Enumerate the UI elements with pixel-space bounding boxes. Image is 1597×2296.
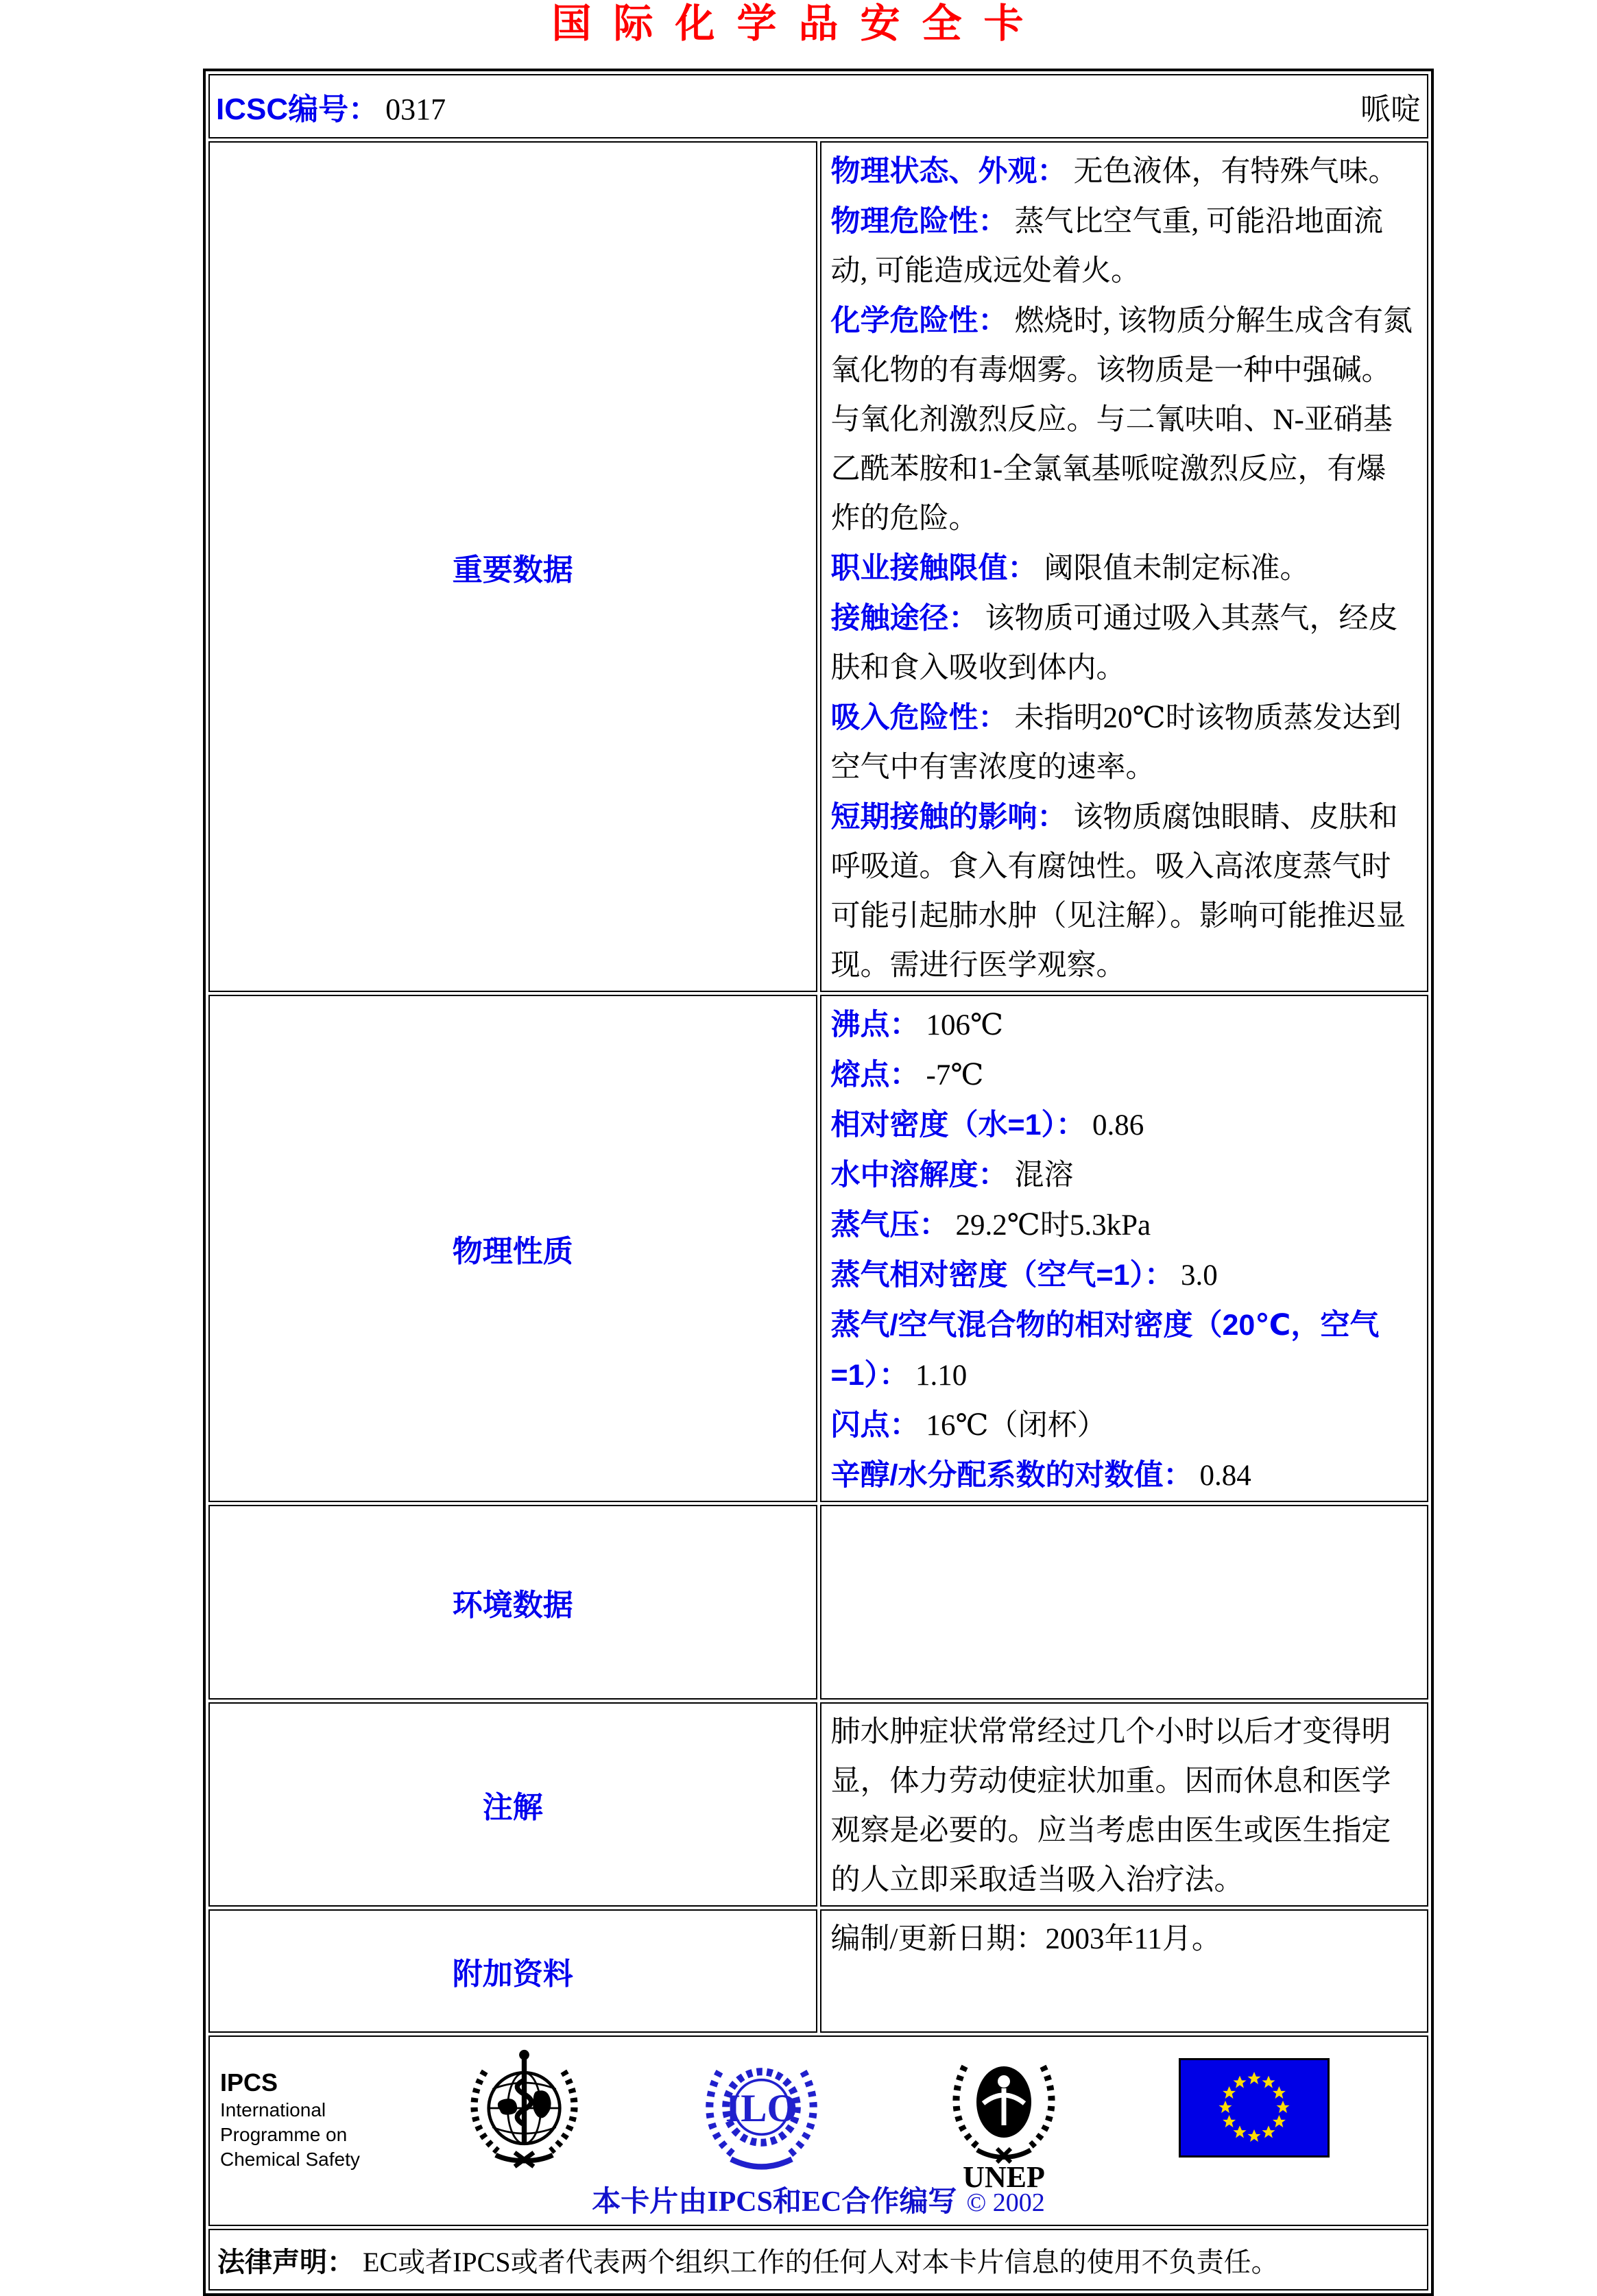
physical-item: [831, 1150, 1415, 1200]
item-text: 该物质可通过吸入其蒸气，经皮肤和食入吸收到体内。: [830, 603, 1398, 684]
item-label: 沸点：: [830, 1008, 920, 1041]
item-label: 化学危险性：: [830, 304, 1008, 337]
item-text: 该物质腐蚀眼睛、皮肤和呼吸道。食入有腐蚀性。吸入高浓度蒸气时可能引起肺水肿（见注解）。影响可能推迟显现。需进行医学观察。: [830, 801, 1406, 982]
item-label: 蒸气相对密度（空气=1）：: [830, 1259, 1175, 1292]
important-item: [831, 147, 1415, 197]
additional-info-text: 编制/更新日期：2003年11月。: [830, 1923, 1221, 1955]
item-text: 29.2℃时5.3kPa: [955, 1209, 1151, 1242]
item-label: 接触途径：: [830, 602, 978, 635]
icsc-number-label: ICSC编号：: [216, 93, 379, 126]
item-label: 短期接触的影响：: [830, 801, 1067, 834]
ipcs-text-block: [220, 2068, 360, 2172]
item-text: 蒸气比空气重, 可能沿地面流动, 可能造成远处着火。: [830, 206, 1383, 287]
item-label: 辛醇/水分配系数的对数值：: [830, 1459, 1193, 1492]
important-item: [831, 197, 1415, 296]
important-data-content: [820, 141, 1429, 992]
item-text: 阈限值未制定标准。: [1044, 553, 1310, 585]
additional-info-row: [208, 1909, 1428, 2033]
legal-notice-text: EC或者IPCS或者代表两个组织工作的任何人对本卡片信息的使用不负责任。: [363, 2246, 1279, 2277]
legal-notice-label: 法律声明：: [217, 2247, 355, 2277]
physical-item: [831, 1100, 1415, 1150]
item-text: 混溶: [1014, 1159, 1074, 1192]
item-text: 0.84: [1199, 1460, 1251, 1492]
item-label: 吸入危险性：: [830, 701, 1008, 734]
important-item: [831, 594, 1415, 693]
item-label: 物理状态、外观：: [830, 155, 1067, 188]
item-text: 16℃（闭杯）: [926, 1410, 1107, 1442]
legal-row: [208, 2229, 1428, 2291]
item-text: 燃烧时, 该物质分解生成含有氮氧化物的有毒烟雾。该物质是一种中强碱。与氧化剂激烈反应。与二氰呋咱、N-亚硝基乙酰苯胺和1-全氯氧基哌啶激烈反应，有爆炸的危险。: [830, 305, 1413, 535]
eu-flag-icon: [1179, 2058, 1330, 2158]
item-label: 熔点：: [830, 1059, 920, 1091]
credit-text: 本卡片由IPCS和EC合作编写: [592, 2186, 957, 2218]
unep-logo-text: UNEP: [963, 2160, 1045, 2192]
item-label: 相对密度（水=1）：: [830, 1109, 1086, 1141]
additional-info-section-label: 附加资料: [208, 1909, 817, 2033]
physical-item: [831, 1401, 1415, 1451]
physical-properties-section-label: 物理性质: [208, 995, 817, 1502]
header-cell: [208, 74, 1428, 138]
copyright-text: © 2002: [966, 2188, 1045, 2217]
notes-section-label: 注解: [208, 1702, 817, 1907]
important-item: [831, 544, 1415, 594]
notes-row: [208, 1702, 1428, 1907]
important-data-row: [208, 141, 1428, 992]
page-title: 国际化学品安全卡: [551, 1, 1046, 46]
chemical-name: 哌啶: [1360, 93, 1421, 126]
ipcs-line: Chemical Safety: [220, 2149, 360, 2170]
logos-row: [208, 2035, 1428, 2226]
physical-item: [831, 1050, 1415, 1100]
additional-info-content: [820, 1909, 1429, 2033]
environmental-data-section-label: 环境数据: [208, 1505, 817, 1700]
notes-text: 肺水肿症状常常经过几个小时以后才变得明显，体力劳动使症状加重。因而休息和医学观察是必要的。应当考虑由医生或医生指定的人立即采取适当吸入治疗法。: [830, 1716, 1391, 1896]
physical-properties-content: [820, 995, 1429, 1502]
environmental-data-content: [820, 1505, 1429, 1700]
important-data-section-label: 重要数据: [208, 141, 817, 992]
physical-item: [831, 1250, 1415, 1301]
item-label: 闪点：: [830, 1409, 920, 1442]
item-text: 106℃: [926, 1009, 1004, 1041]
item-text: 未指明20℃时该物质蒸发达到空气中有害浓度的速率。: [830, 702, 1402, 784]
item-text: 1.10: [915, 1360, 968, 1392]
item-label: 水中溶解度：: [830, 1159, 1008, 1192]
item-text: 3.0: [1181, 1259, 1218, 1292]
environmental-data-row: [208, 1505, 1428, 1700]
icsc-number-value: 0317: [385, 93, 446, 126]
icsc-card-table: [203, 69, 1434, 2296]
ipcs-line: Programme on: [220, 2124, 348, 2145]
physical-properties-row: [208, 995, 1428, 1502]
header-row: [208, 74, 1428, 138]
item-text: 无色液体，有特殊气味。: [1073, 156, 1398, 188]
icsc-number-group: [216, 84, 446, 128]
ilo-logo-icon: [698, 2053, 825, 2171]
credit-line: [211, 2179, 1426, 2220]
important-item: [831, 693, 1415, 793]
important-item: [831, 296, 1415, 544]
legal-cell: [208, 2229, 1428, 2291]
physical-item: [831, 1000, 1415, 1050]
physical-item: [831, 1451, 1415, 1501]
important-item: [831, 793, 1415, 991]
item-text: -7℃: [926, 1059, 984, 1091]
physical-item: [831, 1301, 1415, 1401]
ipcs-line: International: [220, 2099, 326, 2120]
ilo-logo-text: ILO: [725, 2086, 798, 2130]
item-label: 蒸气/空气混合物的相对密度（20℃，空气=1）：: [830, 1309, 1380, 1392]
who-logo-icon: [461, 2047, 588, 2169]
ipcs-acronym: IPCS: [220, 2068, 278, 2096]
unep-logo-icon: [946, 2046, 1062, 2192]
physical-item: [831, 1200, 1415, 1250]
notes-content: [820, 1702, 1429, 1907]
item-label: 蒸气压：: [830, 1209, 949, 1242]
item-label: 物理危险性：: [830, 205, 1008, 238]
item-text: 0.86: [1092, 1109, 1144, 1141]
item-label: 职业接触限值：: [830, 552, 1037, 585]
logos-cell: [208, 2035, 1428, 2226]
